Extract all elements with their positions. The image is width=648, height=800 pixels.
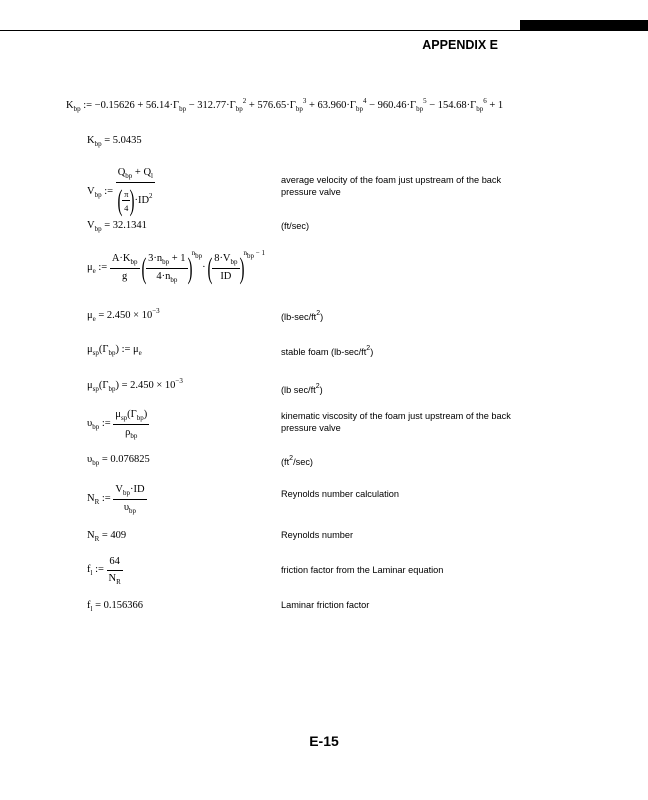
nr-fraction: $\frac{V_{bp}\cdot ID}{\upsilon_{bp}}$ <box>115 484 145 515</box>
mue-term1: $\frac{A\cdot K_{bp}}{g}$ <box>111 253 138 283</box>
vbp-denominator: ( $\frac{\pi}{4}$ )$\cdot ID^2$ <box>117 184 153 217</box>
fl-value: $f_l = 0.156366$ <box>87 600 143 613</box>
mue-unit: $(lb-\sec/ft^2)$ <box>281 310 324 322</box>
musp-value: $\mu_{sp}(\Gamma_{bp}) = 2.450 \times 10^{-3}$ <box>87 377 183 393</box>
kbp-equation: $K_{bp}$ := $-0.15626 + 56.14\cdot\Gamma_{bp} - 312.77\cdot\Gamma_{bp}^2 + 576.65\cdot\Gamma_{bp}^3 + 63.960\cdot\Gamma_{bp}^4 - 960.46\cdot\Gamma_{bp}^5 - 154.68\cdot\Gamma_{bp}^6 + 1$ <box>66 97 504 113</box>
nu-fraction: $\frac{\mu_{sp}(\Gamma_{bp})}{\rho_{bp}}$ <box>115 409 148 440</box>
nu-equation: $\upsilon_{bp}$ := $\frac{\mu_{sp}(\Gamma_{bp})}{\rho_{bp}}$ <box>87 409 148 440</box>
nr-equation: $N_R$ := $\frac{V_{bp}\cdot ID}{\upsilon_{bp}}$ <box>87 484 145 515</box>
musp-unit: (lb $\sec/ft^2$) <box>281 383 323 395</box>
nr-value-description: Reynolds number <box>281 530 354 540</box>
pi-over-4: $\frac{\pi}{4}$ <box>124 188 129 213</box>
nu-unit: $(ft^2/\sec)$ <box>281 455 313 467</box>
fl-value-description: Laminar friction factor <box>281 600 370 610</box>
mue-exp1: nbp <box>191 249 203 260</box>
mue-exp2: nbp − 1 <box>243 249 265 260</box>
nu-description: kinematic viscosity of the foam just upstream of the back pressure valve <box>281 411 511 433</box>
vbp-description: average velocity of the foam just upstream of the back pressure valve <box>281 175 502 197</box>
vbp-fraction <box>116 168 155 216</box>
vbp-value: $V_{bp} = 32.1341$ <box>87 220 147 233</box>
musp-equation: $\mu_{sp}(\Gamma_{bp})$ := $\mu_e$ <box>87 344 142 357</box>
nu-value: $\upsilon_{bp} = 0.076825$ <box>87 454 150 467</box>
nr-description: Reynolds number calculation <box>281 489 399 499</box>
musp-description: stable foam $(lb-\sec/ft^2)$ <box>281 345 374 357</box>
nr-value: $N_R = 409$ <box>87 530 127 543</box>
vbp-equation <box>87 168 155 216</box>
kbp-value: $K_{bp} = 5.0435$ <box>87 135 142 148</box>
fl-fraction: $\frac{64}{N_R}$ <box>108 556 121 586</box>
appendix-title: APPENDIX E <box>422 38 498 52</box>
vbp-unit: (ft/sec) <box>281 221 310 231</box>
header-rule <box>0 30 648 31</box>
fl-description: friction factor from the Laminar equation <box>281 565 444 575</box>
vbp-lhs: $V_{bp}$ := <box>87 186 114 200</box>
fl-equation: $f_l$ := $\frac{64}{N_R}$ <box>87 556 121 586</box>
mue-value: $\mu_e = 2.450 \times 10^{-3}$ <box>87 307 160 323</box>
mue-term2: $\frac{3\cdot n_{bp} + 1}{4\cdot n_{bp}}$ <box>148 252 186 284</box>
mue-term3: $\frac{8\cdot V_{bp}}{ID}$ <box>214 253 238 283</box>
mue-equation: $\mu_e$ := $\frac{A\cdot K_{bp}}{g}$ ( $\frac{3\cdot n_{bp} + 1}{4\cdot n_{bp}}$ )$^{n_{bp}}$· ( $\frac{8\cdot V_{bp}}{ID}$ )$^{n_{bp} - 1}$ <box>87 249 265 285</box>
vbp-numerator: $Q_{bp} + Q_l$ <box>116 168 155 183</box>
page-number: E-15 <box>309 733 339 749</box>
